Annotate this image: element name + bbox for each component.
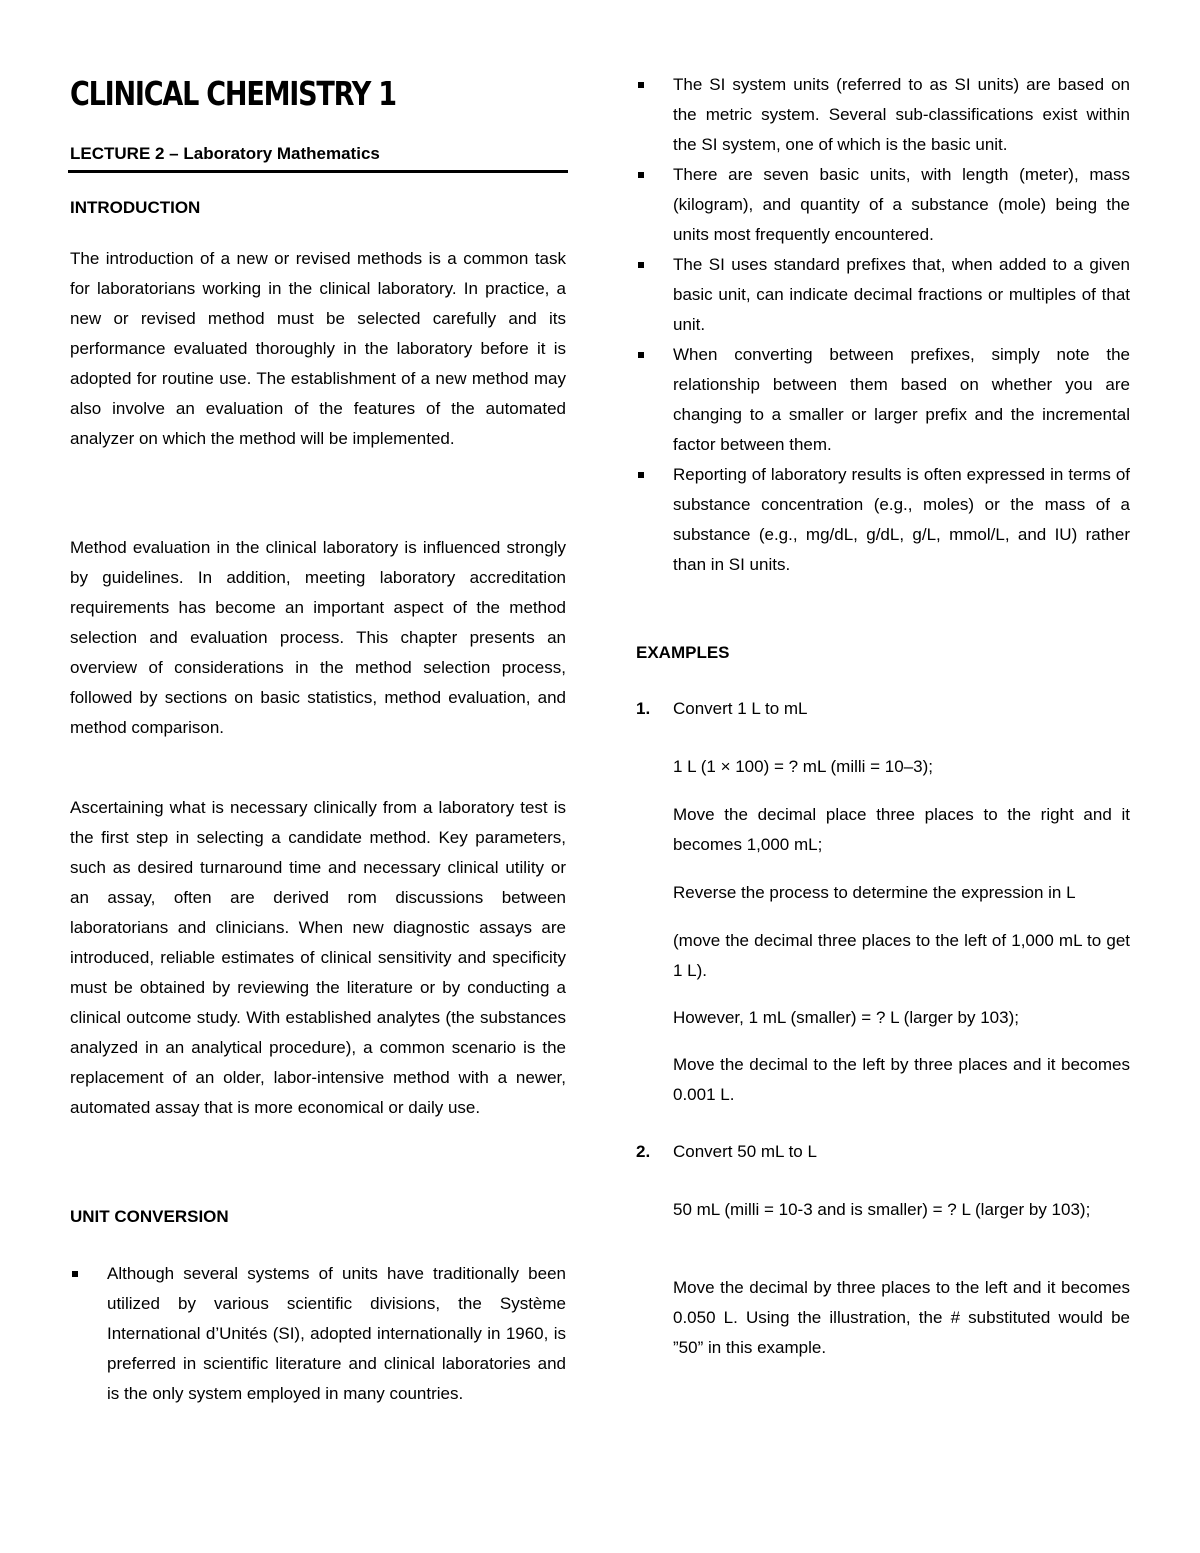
example-1-line-6: Move the decimal to the left by three places and it becomes 0.001 L. xyxy=(673,1055,1130,1104)
example-2-line-2: Move the decimal by three places to the left and it becomes 0.050 L. Using the illustration, the # substituted would be ”50” in this example. xyxy=(673,1278,1130,1357)
intro-paragraph-3: Ascertaining what is necessary clinically from a laboratory test is the first step in selecting a candidate method. Key parameters, such as desired turnaround time and necessary clinical utility or an assay, often are derived rom discussions between laboratorians and clinicians. When new diagnostic assays are introduced, reliable estimates of clinical sensitivity and specificity must be obtained by reviewing the literature or by conducting a clinical outcome study. With established analytes (the substances analyzed in an analytical procedure), a common scenario is the replacement of an older, labor-intensive method with a newer, automated assay that is more economical or daily use. xyxy=(70,798,566,1117)
bullet-square-icon xyxy=(638,352,644,358)
example-1-line-5: However, 1 mL (smaller) = ? L (larger by 103); xyxy=(673,1008,1019,1027)
example-1-line-2: Move the decimal place three places to the right and it becomes 1,000 mL; xyxy=(673,805,1130,854)
examples-heading: EXAMPLES xyxy=(636,643,730,662)
list-item xyxy=(70,1259,566,1409)
list-item xyxy=(636,70,1130,160)
example-1-line-1: 1 L (1 × 100) = ? mL (milli = 10–3); xyxy=(673,757,934,776)
list-item xyxy=(636,160,1130,250)
unit-conversion-list-right xyxy=(636,70,1130,580)
bullet-text: The SI system units (referred to as SI units) are based on the metric system. Several sub-classifications exist within the SI system, one of which is the basic unit. xyxy=(673,75,1130,154)
intro-paragraph-2: Method evaluation in the clinical laboratory is influenced strongly by guidelines. In addition, meeting laboratory accreditation requirements has become an important aspect of the method selection and evaluation process. This chapter presents an overview of considerations in the method selection process, followed by sections on basic statistics, method evaluation, and method comparison. xyxy=(70,538,566,737)
lecture-subtitle: LECTURE 2 – Laboratory Mathematics xyxy=(70,144,380,163)
example-title: Convert 1 L to mL xyxy=(673,699,808,718)
example-1-line-3: Reverse the process to determine the expression in L xyxy=(673,883,1076,902)
document-title: CLINICAL CHEMISTRY 1 xyxy=(70,74,396,113)
bullet-square-icon xyxy=(638,172,644,178)
example-number: 1. xyxy=(636,699,651,718)
bullet-text: There are seven basic units, with length (meter), mass (kilogram), and quantity of a substance (mole) being the units most frequently encountered. xyxy=(673,165,1130,244)
bullet-square-icon xyxy=(638,262,644,268)
list-item xyxy=(636,460,1130,580)
list-item xyxy=(636,340,1130,460)
bullet-square-icon xyxy=(72,1271,78,1277)
bullet-text: The SI uses standard prefixes that, when added to a given basic unit, can indicate decimal fractions or multiples of that unit. xyxy=(673,255,1130,334)
example-2-line-1: 50 mL (milli = 10-3 and is smaller) = ? L (larger by 103); xyxy=(673,1200,1091,1219)
bullet-square-icon xyxy=(638,472,644,478)
intro-paragraph-1: The introduction of a new or revised methods is a common task for laboratorians working in the clinical laboratory. In practice, a new or revised method must be selected carefully and its performance evaluated thoroughly in the laboratory before it is adopted for routine use. The establishment of a new method may also involve an evaluation of the features of the automated analyzer on which the method will be implemented. xyxy=(70,249,566,448)
bullet-text: Reporting of laboratory results is often expressed in terms of substance concentration (e.g., moles) or the mass of a substance (e.g., mg/dL, g/dL, g/L, mmol/L, and IU) rather than in SI units. xyxy=(673,465,1130,574)
unit-conversion-heading: UNIT CONVERSION xyxy=(70,1207,229,1226)
bullet-square-icon xyxy=(638,82,644,88)
example-title: Convert 50 mL to L xyxy=(673,1142,817,1161)
bullet-text: When converting between prefixes, simply note the relationship between them based on whether you are changing to a smaller or larger prefix and the incremental factor between them. xyxy=(673,345,1130,454)
unit-conversion-list-left xyxy=(70,1259,566,1409)
example-1-line-4: (move the decimal three places to the left of 1,000 mL to get 1 L). xyxy=(673,931,1130,980)
example-number: 2. xyxy=(636,1142,651,1161)
introduction-heading: INTRODUCTION xyxy=(70,198,201,217)
list-item xyxy=(636,250,1130,340)
title-rule xyxy=(68,170,568,173)
bullet-text: Although several systems of units have traditionally been utilized by various scientific divisions, the Système International d’Unités (SI), adopted internationally in 1960, is preferred in scientific literature and clinical laboratories and is the only system employed in many countries. xyxy=(107,1264,566,1403)
